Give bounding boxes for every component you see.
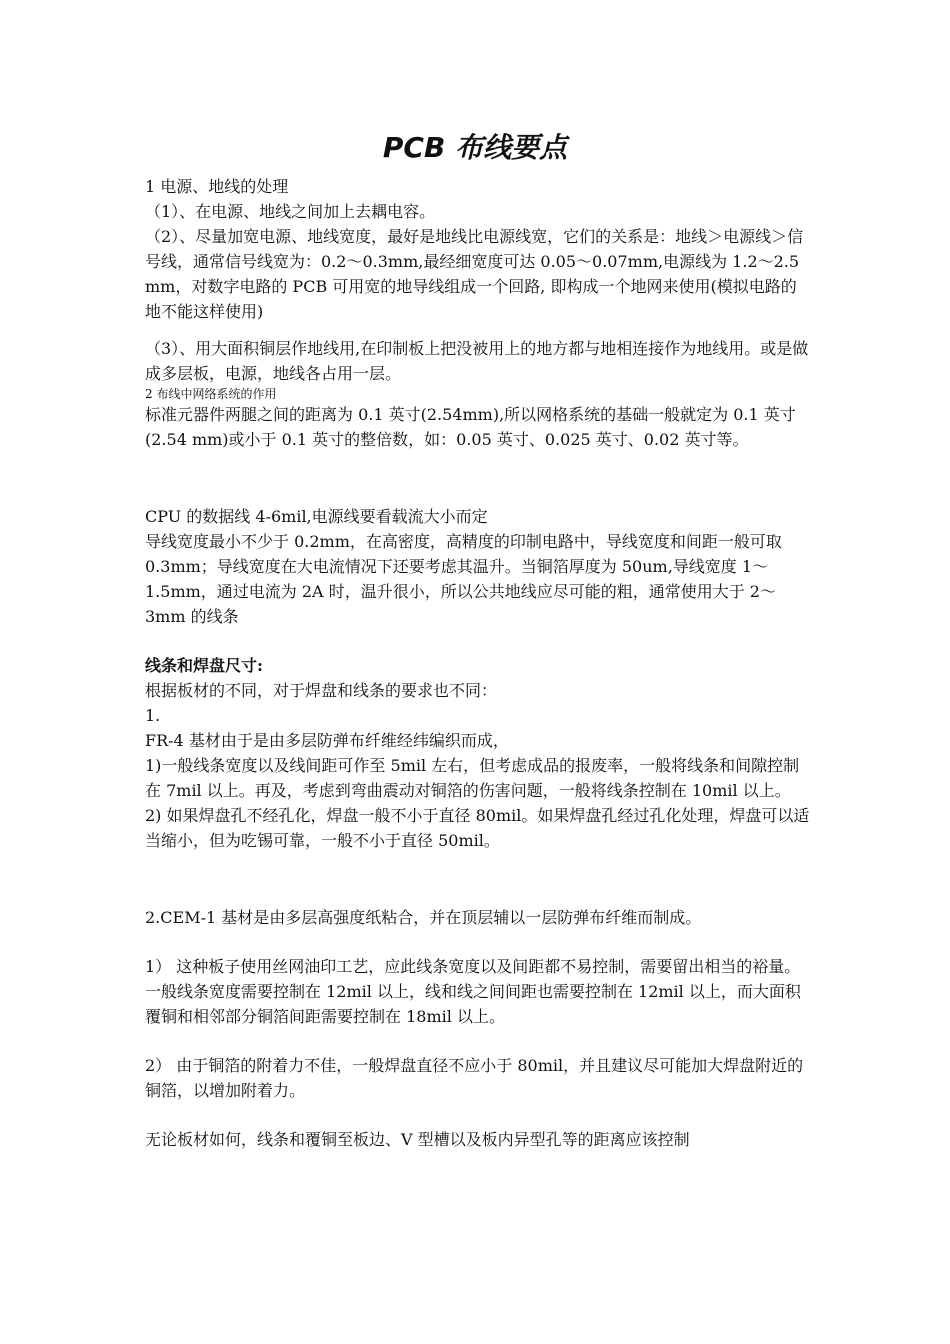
section-1-heading: 1 电源、地线的处理 bbox=[145, 177, 289, 196]
paragraph: 2.CEM-1 基材是由多层高强度纸粘合，并在顶层辅以一层防弹布纤维而制成。 bbox=[145, 908, 702, 927]
paragraph: 无论板材如何，线条和覆铜至板边、V 型槽以及板内异型孔等的距离应该控制 bbox=[145, 1130, 690, 1149]
section-heading: 线条和焊盘尺寸: bbox=[145, 656, 263, 675]
document-body bbox=[145, 174, 810, 1152]
paragraph: 1） 这种板子使用丝网油印工艺，应此线条宽度以及间距都不易控制，需要留出相当的裕量。一般线条宽度需要控制在 12mil 以上，线和线之间间距也需要控制在 12mil 以上，而大面积覆铜和相邻部分铜箔间距需要控制在 18mil 以上。 bbox=[145, 957, 801, 1026]
paragraph: 根据板材的不同，对于焊盘和线条的要求也不同： bbox=[145, 681, 498, 700]
paragraph: （3）、用大面积铜层作地线用,在印制板上把没被用上的地方都与地相连接作为地线用。或是做成多层板，电源，地线各占用一层。 bbox=[145, 339, 809, 383]
paragraph: 2) 如果焊盘孔不经孔化，焊盘一般不小于直径 80mil。如果焊盘孔经过孔化处理，焊盘可以适当缩小，但为吃锡可靠，一般不小于直径 50mil。 bbox=[145, 806, 810, 850]
paragraph: （1）、在电源、地线之间加上去耦电容。 bbox=[145, 202, 436, 221]
paragraph: 2） 由于铜箔的附着力不佳，一般焊盘直径不应小于 80mil，并且建议尽可能加大焊盘附近的铜箔，以增加附着力。 bbox=[145, 1056, 804, 1100]
paragraph: 1)一般线条宽度以及线间距可作至 5mil 左右，但考虑成品的报废率，一般将线条和间隙控制在 7mil 以上。再及，考虑到弯曲震动对铜箔的伤害问题，一般将线条控制在 10mil 以上。 bbox=[145, 756, 800, 800]
paragraph: CPU 的数据线 4-6mil,电源线要看载流大小而定 bbox=[145, 507, 488, 526]
paragraph: （2）、尽量加宽电源、地线宽度，最好是地线比电源线宽，它们的关系是：地线＞电源线＞信号线，通常信号线宽为：0.2～0.3mm,最经细宽度可达 0.05～0.07mm,电源线为 1.2～2.5 mm，对数字电路的 PCB 可用宽的地导线组成一个回路, 即构成一个地网来使用(模拟电路的地不能这样使用) bbox=[145, 227, 804, 321]
section-2-heading: 2 布线中网络系统的作用 bbox=[145, 387, 277, 401]
document-title: PCB 布线要点 bbox=[382, 131, 568, 164]
list-number: 1. bbox=[145, 706, 161, 725]
paragraph: 标准元器件两腿之间的距离为 0.1 英寸(2.54mm),所以网格系统的基础一般就定为 0.1 英寸(2.54 mm)或小于 0.1 英寸的整倍数，如：0.05 英寸、0.025 英寸、0.02 英寸等。 bbox=[145, 405, 796, 449]
paragraph: FR-4 基材由于是由多层防弹布纤维经纬编织而成， bbox=[145, 731, 509, 750]
paragraph: 导线宽度最小不少于 0.2mm，在高密度，高精度的印制电路中，导线宽度和间距一般可取 0.3mm；导线宽度在大电流情况下还要考虑其温升。当铜箔厚度为 50um,导线宽度 1～1.5mm，通过电流为 2A 时，温升很小，所以公共地线应尽可能的粗，通常使用大于 2～3mm 的线条 bbox=[145, 532, 782, 626]
